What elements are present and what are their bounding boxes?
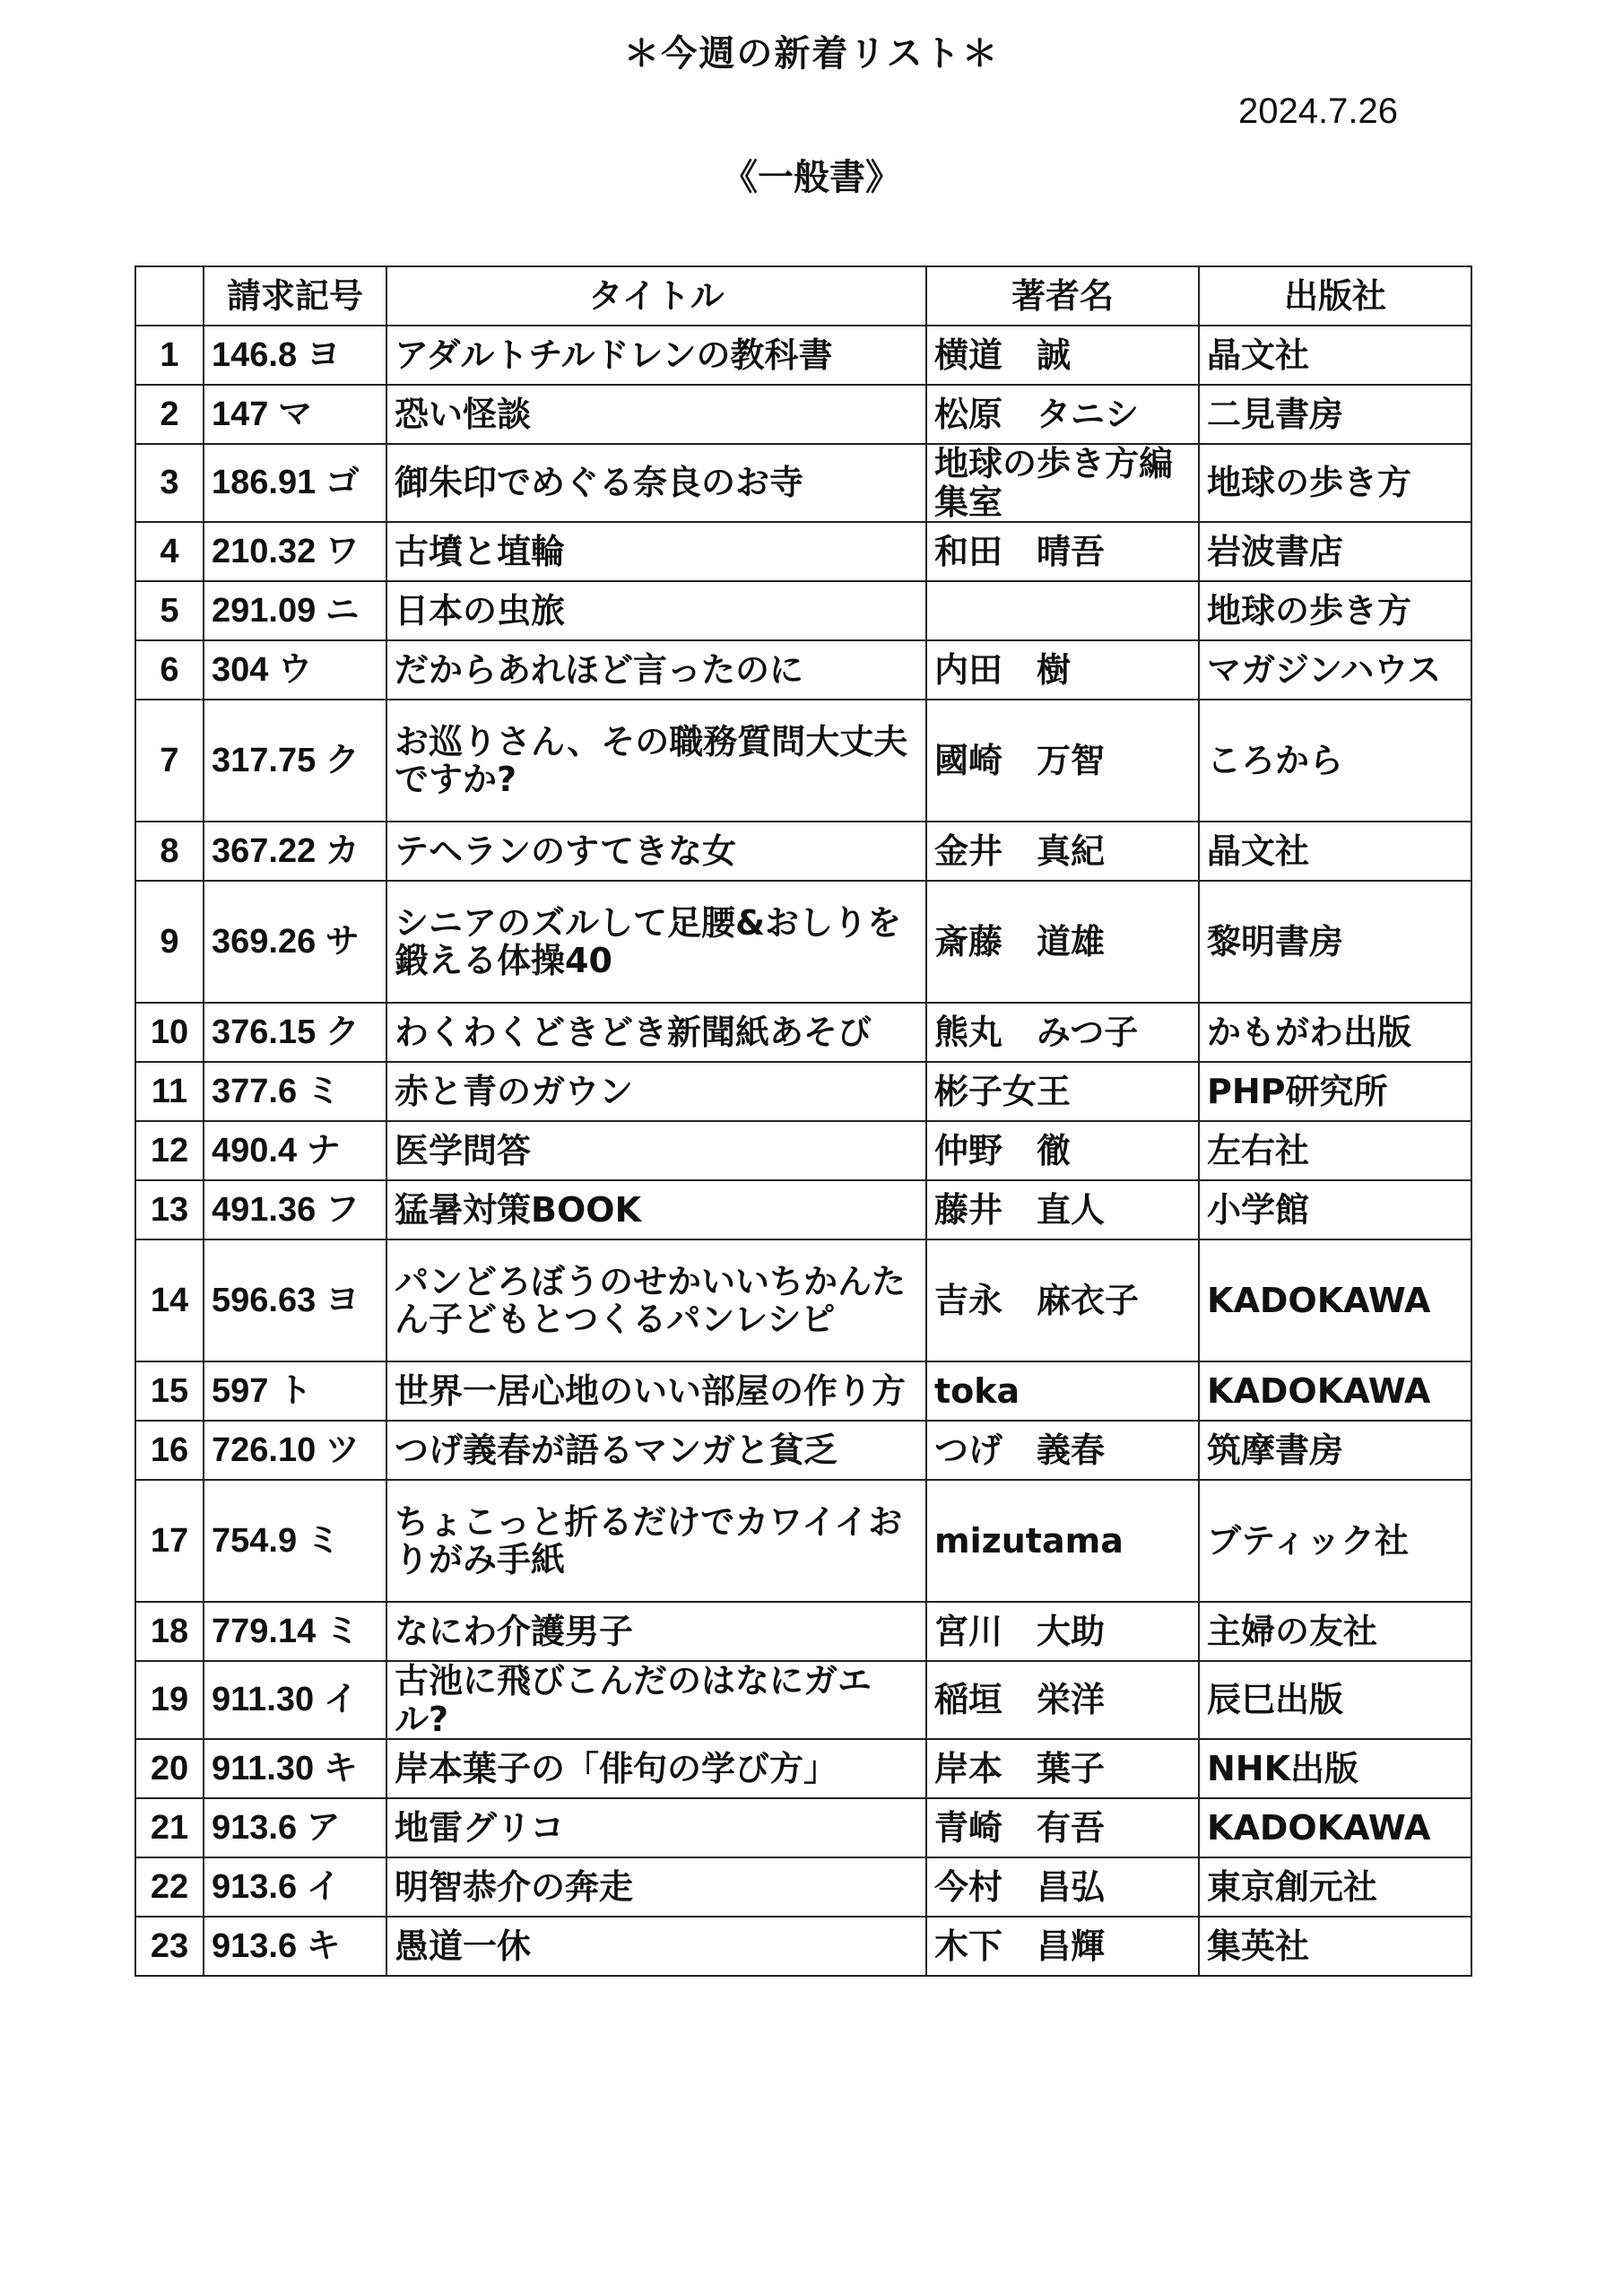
call-number: 911.30 イ <box>204 1661 386 1739</box>
book-title: 明智恭介の奔走 <box>386 1857 926 1917</box>
table-row <box>135 444 1471 522</box>
book-author: 宮川 大助 <box>926 1602 1199 1661</box>
call-number: 726.10 ツ <box>204 1421 386 1480</box>
book-publisher: KADOKAWA <box>1199 1798 1471 1857</box>
book-author: 松原 タニシ <box>926 385 1199 444</box>
book-publisher: 左右社 <box>1199 1121 1471 1180</box>
call-number: 367.22 カ <box>204 822 386 881</box>
book-title: 赤と青のガウン <box>386 1062 926 1121</box>
book-publisher: 地球の歩き方 <box>1199 444 1471 522</box>
book-author: 吉永 麻衣子 <box>926 1239 1199 1361</box>
table-row <box>135 1003 1471 1062</box>
call-number: 146.8 ヨ <box>204 326 386 385</box>
table-row <box>135 1739 1471 1798</box>
table-row <box>135 881 1471 1003</box>
book-title: アダルトチルドレンの教科書 <box>386 326 926 385</box>
book-publisher: 集英社 <box>1199 1917 1471 1976</box>
row-number: 7 <box>135 700 204 822</box>
column-header-title: タイトル <box>386 266 926 326</box>
table-row <box>135 581 1471 640</box>
table-row <box>135 1180 1471 1239</box>
call-number: 291.09 ニ <box>204 581 386 640</box>
table-row <box>135 522 1471 581</box>
table-row <box>135 1661 1471 1739</box>
book-author: 木下 昌輝 <box>926 1917 1199 1976</box>
table-row <box>135 700 1471 822</box>
book-publisher: かもがわ出版 <box>1199 1003 1471 1062</box>
book-title: 岸本葉子の「俳句の学び方」 <box>386 1739 926 1798</box>
book-publisher: 晶文社 <box>1199 326 1471 385</box>
book-author: 國崎 万智 <box>926 700 1199 822</box>
table-row <box>135 822 1471 881</box>
book-title: 地雷グリコ <box>386 1798 926 1857</box>
book-title: なにわ介護男子 <box>386 1602 926 1661</box>
table-row <box>135 1121 1471 1180</box>
row-number: 2 <box>135 385 204 444</box>
table-row <box>135 640 1471 700</box>
book-title: 医学問答 <box>386 1121 926 1180</box>
book-author: 稲垣 栄洋 <box>926 1661 1199 1739</box>
call-number: 913.6 キ <box>204 1917 386 1976</box>
row-number: 1 <box>135 326 204 385</box>
table-row <box>135 1917 1471 1976</box>
row-number: 14 <box>135 1239 204 1361</box>
call-number: 491.36 フ <box>204 1180 386 1239</box>
book-publisher: 地球の歩き方 <box>1199 581 1471 640</box>
book-author: 横道 誠 <box>926 326 1199 385</box>
call-number: 490.4 ナ <box>204 1121 386 1180</box>
row-number: 10 <box>135 1003 204 1062</box>
row-number: 3 <box>135 444 204 522</box>
page-title: ＊今週の新着リスト＊ <box>623 33 1000 74</box>
book-publisher: ころから <box>1199 700 1471 822</box>
row-number: 6 <box>135 640 204 700</box>
book-title: つげ義春が語るマンガと貧乏 <box>386 1421 926 1480</box>
call-number: 317.75 ク <box>204 700 386 822</box>
row-number: 12 <box>135 1121 204 1180</box>
book-author: 金井 真紀 <box>926 822 1199 881</box>
book-author: 彬子女王 <box>926 1062 1199 1121</box>
call-number: 913.6 ア <box>204 1798 386 1857</box>
book-author: 斎藤 道雄 <box>926 881 1199 1003</box>
new-books-table <box>135 265 1472 1977</box>
book-title: 日本の虫旅 <box>386 581 926 640</box>
row-number: 8 <box>135 822 204 881</box>
book-publisher: 二見書房 <box>1199 385 1471 444</box>
book-title: 古池に飛びこんだのはなにガエル? <box>386 1661 926 1739</box>
row-number: 4 <box>135 522 204 581</box>
book-title: パンどろぼうのせかいいちかんたん子どもとつくるパンレシピ <box>386 1239 926 1361</box>
table-row <box>135 1421 1471 1480</box>
call-number: 596.63 ヨ <box>204 1239 386 1361</box>
book-publisher: マガジンハウス <box>1199 640 1471 700</box>
row-number: 13 <box>135 1180 204 1239</box>
book-publisher: 主婦の友社 <box>1199 1602 1471 1661</box>
book-title: ちょこっと折るだけでカワイイおりがみ手紙 <box>386 1480 926 1602</box>
row-number: 5 <box>135 581 204 640</box>
book-author: 藤井 直人 <box>926 1180 1199 1239</box>
book-publisher: 黎明書房 <box>1199 881 1471 1003</box>
row-number: 18 <box>135 1602 204 1661</box>
book-author: 青崎 有吾 <box>926 1798 1199 1857</box>
column-header-call-number: 請求記号 <box>204 266 386 326</box>
row-number: 19 <box>135 1661 204 1739</box>
book-title: 御朱印でめぐる奈良のお寺 <box>386 444 926 522</box>
row-number: 17 <box>135 1480 204 1602</box>
row-number: 11 <box>135 1062 204 1121</box>
book-author: 熊丸 みつ子 <box>926 1003 1199 1062</box>
book-author: 和田 晴吾 <box>926 522 1199 581</box>
call-number: 911.30 キ <box>204 1739 386 1798</box>
row-number: 22 <box>135 1857 204 1917</box>
call-number: 597 ト <box>204 1361 386 1421</box>
table-row <box>135 1857 1471 1917</box>
call-number: 754.9 ミ <box>204 1480 386 1602</box>
book-title: 猛暑対策BOOK <box>386 1180 926 1239</box>
book-publisher: 筑摩書房 <box>1199 1421 1471 1480</box>
table-row <box>135 1480 1471 1602</box>
table-row <box>135 326 1471 385</box>
book-publisher: 小学館 <box>1199 1180 1471 1239</box>
book-author: つげ 義春 <box>926 1421 1199 1480</box>
column-header-number <box>135 266 204 326</box>
list-date: 2024.7.26 <box>1238 91 1398 131</box>
book-author: 今村 昌弘 <box>926 1857 1199 1917</box>
book-publisher: 東京創元社 <box>1199 1857 1471 1917</box>
category-heading: 《一般書》 <box>722 157 901 198</box>
book-title: 恐い怪談 <box>386 385 926 444</box>
book-publisher: KADOKAWA <box>1199 1239 1471 1361</box>
book-author: 内田 樹 <box>926 640 1199 700</box>
book-author: 地球の歩き方編集室 <box>926 444 1199 522</box>
table-row <box>135 1062 1471 1121</box>
book-publisher: 辰巳出版 <box>1199 1661 1471 1739</box>
book-title: テヘランのすてきな女 <box>386 822 926 881</box>
row-number: 20 <box>135 1739 204 1798</box>
book-author <box>926 581 1199 640</box>
call-number: 210.32 ワ <box>204 522 386 581</box>
book-author: toka <box>926 1361 1199 1421</box>
table-row <box>135 1798 1471 1857</box>
book-title: お巡りさん、その職務質問大丈夫ですか? <box>386 700 926 822</box>
call-number: 913.6 イ <box>204 1857 386 1917</box>
row-number: 16 <box>135 1421 204 1480</box>
table-row <box>135 1361 1471 1421</box>
row-number: 23 <box>135 1917 204 1976</box>
book-author: mizutama <box>926 1480 1199 1602</box>
table-header-row <box>135 266 1471 326</box>
book-title: 世界一居心地のいい部屋の作り方 <box>386 1361 926 1421</box>
call-number: 376.15 ク <box>204 1003 386 1062</box>
book-publisher: KADOKAWA <box>1199 1361 1471 1421</box>
call-number: 147 マ <box>204 385 386 444</box>
row-number: 21 <box>135 1798 204 1857</box>
book-publisher: NHK出版 <box>1199 1739 1471 1798</box>
call-number: 304 ウ <box>204 640 386 700</box>
book-title: わくわくどきどき新聞紙あそび <box>386 1003 926 1062</box>
column-header-publisher: 出版社 <box>1199 266 1471 326</box>
call-number: 186.91 ゴ <box>204 444 386 522</box>
book-publisher: ブティック社 <box>1199 1480 1471 1602</box>
table-row <box>135 1602 1471 1661</box>
book-publisher: PHP研究所 <box>1199 1062 1471 1121</box>
call-number: 377.6 ミ <box>204 1062 386 1121</box>
book-title: 古墳と埴輪 <box>386 522 926 581</box>
book-publisher: 岩波書店 <box>1199 522 1471 581</box>
column-header-author: 著者名 <box>926 266 1199 326</box>
book-title: 愚道一休 <box>386 1917 926 1976</box>
call-number: 779.14 ミ <box>204 1602 386 1661</box>
book-publisher: 晶文社 <box>1199 822 1471 881</box>
table-row <box>135 1239 1471 1361</box>
table-row <box>135 385 1471 444</box>
book-author: 仲野 徹 <box>926 1121 1199 1180</box>
book-author: 岸本 葉子 <box>926 1739 1199 1798</box>
book-title: だからあれほど言ったのに <box>386 640 926 700</box>
call-number: 369.26 サ <box>204 881 386 1003</box>
row-number: 9 <box>135 881 204 1003</box>
book-title: シニアのズルして足腰&おしりを鍛える体操40 <box>386 881 926 1003</box>
row-number: 15 <box>135 1361 204 1421</box>
